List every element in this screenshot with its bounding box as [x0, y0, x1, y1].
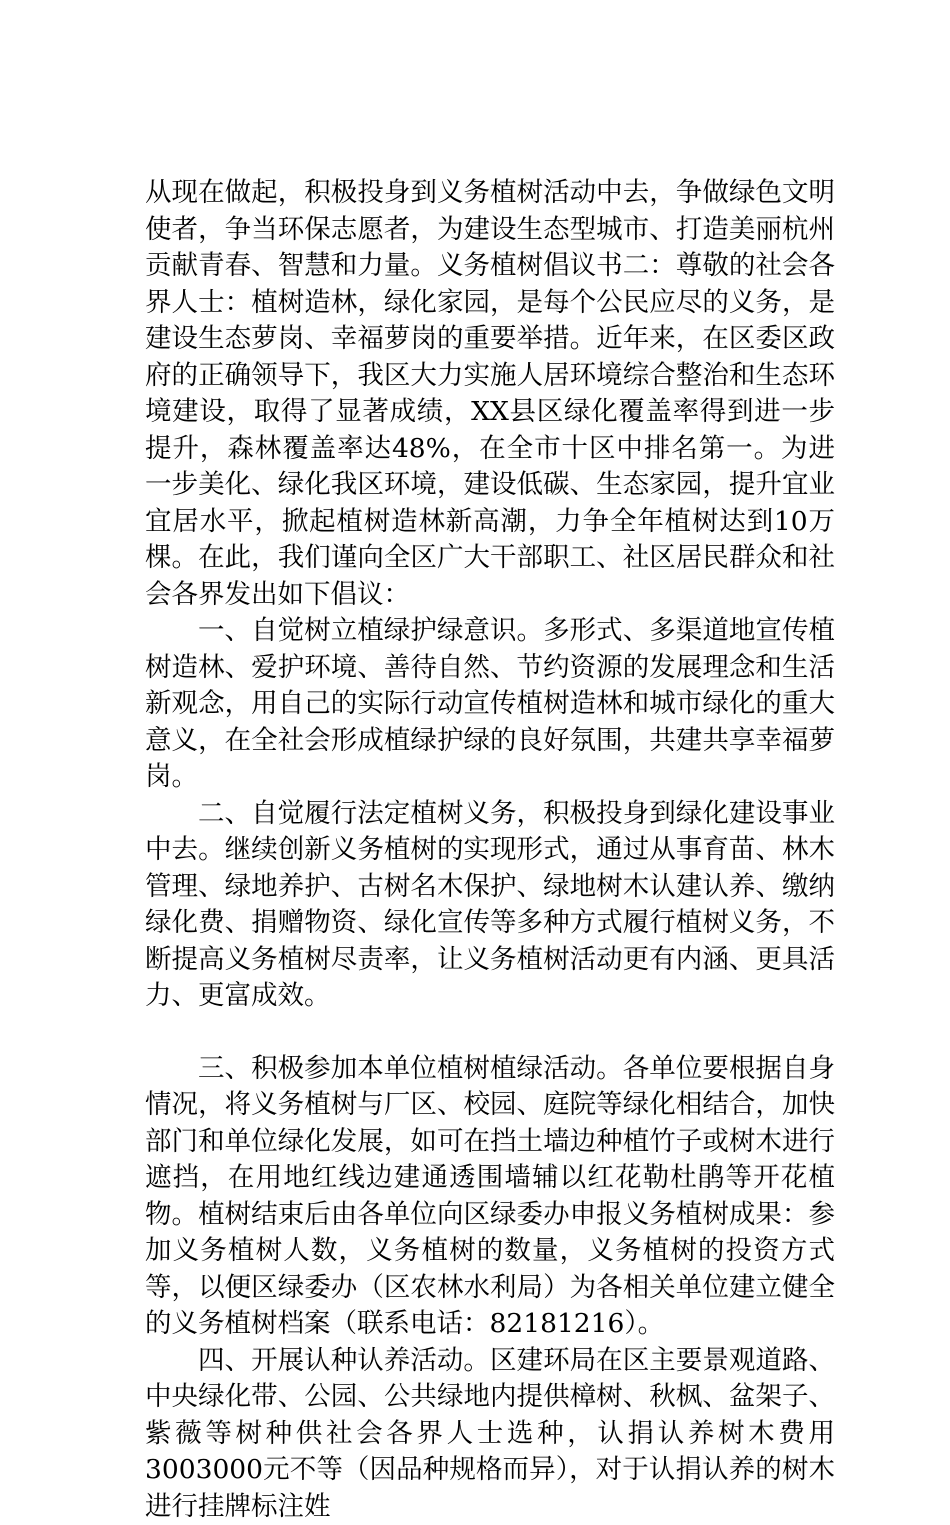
paragraph-spacer	[145, 1015, 835, 1051]
paragraph-item-2: 二、自觉履行法定植树义务，积极投身到绿化建设事业中去。继续创新义务植树的实现形式，通过从事育苗、林木管理、绿地养护、古树名木保护、绿地树木认建认养、缴纳绿化费、捐赠物资、绿化宣传等多种方式履行植树义务，不断提高义务植树尽责率，让义务植树活动更有内涵、更具活力、更富成效。	[145, 796, 835, 1015]
paragraph-item-3: 三、积极参加本单位植树植绿活动。各单位要根据自身情况，将义务植树与厂区、校园、庭院等绿化相结合，加快部门和单位绿化发展，如可在挡土墙边种植竹子或树木进行遮挡，在用地红线边建通透围墙辅以红花勒杜鹃等开花植物。植树结束后由各单位向区绿委办申报义务植树成果：参加义务植树人数，义务植树的数量，义务植树的投资方式等，以便区绿委办（区农林水利局）为各相关单位建立健全的义务植树档案（联系电话：82181216）。	[145, 1051, 835, 1343]
paragraph-item-4: 四、开展认种认养活动。区建环局在区主要景观道路、中央绿化带、公园、公共绿地内提供樟树、秋枫、盆架子、紫薇等树种供社会各界人士选种，认捐认养树木费用3003000元不等（因品种规格而异），对于认捐认养的树木进行挂牌标注姓	[145, 1343, 835, 1525]
paragraph-item-1: 一、自觉树立植绿护绿意识。多形式、多渠道地宣传植树造林、爱护环境、善待自然、节约资源的发展理念和生活新观念，用自己的实际行动宣传植树造林和城市绿化的重大意义，在全社会形成植绿护绿的良好氛围，共建共享幸福萝岗。	[145, 613, 835, 796]
document-body	[145, 175, 835, 1525]
paragraph-intro: 从现在做起，积极投身到义务植树活动中去，争做绿色文明使者，争当环保志愿者，为建设生态型城市、打造美丽杭州贡献青春、智慧和力量。义务植树倡议书二：尊敬的社会各界人士：植树造林，绿化家园，是每个公民应尽的义务，是建设生态萝岗、幸福萝岗的重要举措。近年来，在区委区政府的正确领导下，我区大力实施人居环境综合整治和生态环境建设，取得了显著成绩，XX县区绿化覆盖率得到进一步提升，森林覆盖率达48%，在全市十区中排名第一。为进一步美化、绿化我区环境，建设低碳、生态家园，提升宜业宜居水平，掀起植树造林新高潮，力争全年植树达到10万棵。在此，我们谨向全区广大干部职工、社区居民群众和社会各界发出如下倡议：	[145, 175, 835, 613]
